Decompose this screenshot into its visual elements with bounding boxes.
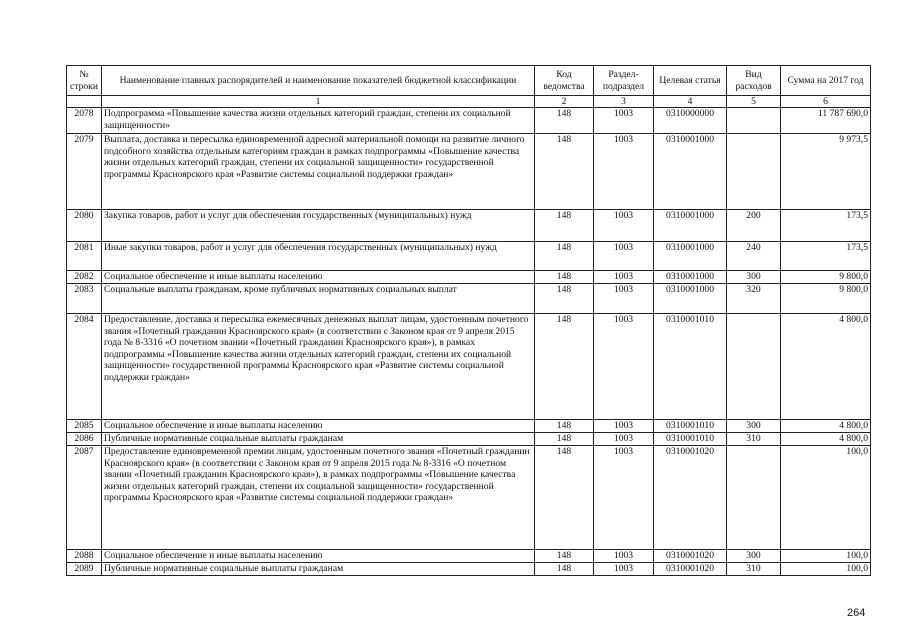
row-kind: 240 <box>727 242 781 271</box>
budget-table <box>66 65 871 576</box>
row-section: 1003 <box>594 210 654 242</box>
column-index: 5 <box>727 96 781 108</box>
row-sum: 4 800,0 <box>781 433 871 446</box>
row-section: 1003 <box>594 550 654 563</box>
row-number: 2085 <box>67 420 102 433</box>
row-sum: 11 787 690,0 <box>781 108 871 134</box>
row-code: 148 <box>535 420 594 433</box>
row-code: 148 <box>535 563 594 576</box>
row-section: 1003 <box>594 242 654 271</box>
table-row <box>67 108 871 134</box>
row-name: Предоставление единовременной премии лицам, удостоенным почетного звания «Почетный гражданин Красноярского края» (в соответствии с Законом края от 9 апреля 2015 года № 8-3316 «О почетном звании «Почетный гражданин Красноярского края»), в рамках подпрограммы «Повышение качества жизни отдельных категорий граждан, степени их социальной защищенности» государственной программы Красноярского края «Развитие системы социальной поддержки граждан» <box>102 446 535 550</box>
row-target: 0310001000 <box>654 284 727 314</box>
row-code: 148 <box>535 242 594 271</box>
row-section: 1003 <box>594 134 654 210</box>
header-row <box>67 66 871 96</box>
row-number: 2087 <box>67 446 102 550</box>
header-num: № строки <box>67 66 102 96</box>
row-name: Подпрограмма «Повышение качества жизни отдельных категорий граждан, степени их социальной защищенности» <box>102 108 535 134</box>
row-number: 2078 <box>67 108 102 134</box>
row-sum: 173,5 <box>781 242 871 271</box>
row-code: 148 <box>535 271 594 284</box>
row-section: 1003 <box>594 284 654 314</box>
row-target: 0310001020 <box>654 446 727 550</box>
table-row <box>67 284 871 314</box>
row-name: Социальное обеспечение и иные выплаты населению <box>102 271 535 284</box>
row-number: 2082 <box>67 271 102 284</box>
row-name: Публичные нормативные социальные выплаты гражданам <box>102 433 535 446</box>
row-sum: 9 973,5 <box>781 134 871 210</box>
header-section: Раздел-подраздел <box>594 66 654 96</box>
row-target: 0310000000 <box>654 108 727 134</box>
row-code: 148 <box>535 433 594 446</box>
row-sum: 100,0 <box>781 446 871 550</box>
row-number: 2088 <box>67 550 102 563</box>
row-name: Предоставление, доставка и пересылка ежемесячных денежных выплат лицам, удостоенным почетного звания «Почетный гражданин Красноярского края» (в соответствии с Законом края от 9 апреля 2015 года № 8-3316 «О почетном звании «Почетный гражданин Красноярского края»), в рамках подпрограммы «Повышение качества жизни отдельных категорий граждан, степени их социальной защищенности» государственной программы Красноярского края «Развитие системы социальной поддержки граждан» <box>102 314 535 420</box>
row-target: 0310001010 <box>654 433 727 446</box>
row-name: Публичные нормативные социальные выплаты гражданам <box>102 563 535 576</box>
row-name: Социальные выплаты гражданам, кроме публичных нормативных социальных выплат <box>102 284 535 314</box>
row-section: 1003 <box>594 446 654 550</box>
row-code: 148 <box>535 210 594 242</box>
header-target: Целевая статья <box>654 66 727 96</box>
row-sum: 9 800,0 <box>781 271 871 284</box>
row-code: 148 <box>535 134 594 210</box>
header-sum: Сумма на 2017 год <box>781 66 871 96</box>
row-name: Закупка товаров, работ и услуг для обеспечения государственных (муниципальных) нужд <box>102 210 535 242</box>
row-number: 2084 <box>67 314 102 420</box>
row-sum: 4 800,0 <box>781 314 871 420</box>
row-code: 148 <box>535 446 594 550</box>
column-index: 1 <box>102 96 535 108</box>
row-target: 0310001020 <box>654 550 727 563</box>
column-index: 4 <box>654 96 727 108</box>
header-code: Код ведомства <box>535 66 594 96</box>
column-index: 3 <box>594 96 654 108</box>
row-code: 148 <box>535 284 594 314</box>
row-name: Выплата, доставка и пересылка единовременной адресной материальной помощи на развитие личного подсобного хозяйства отдельным категориям граждан в рамках подпрограммы «Повышение качества жизни отдельных категорий граждан, степени их социальной защищенности» государственной программы Красноярского края «Развитие системы социальной поддержки граждан» <box>102 134 535 210</box>
row-kind: 300 <box>727 420 781 433</box>
row-number: 2080 <box>67 210 102 242</box>
header-kind: Вид расходов <box>727 66 781 96</box>
row-name: Иные закупки товаров, работ и услуг для обеспечения государственных (муниципальных) нужд <box>102 242 535 271</box>
row-section: 1003 <box>594 563 654 576</box>
row-section: 1003 <box>594 420 654 433</box>
row-target: 0310001020 <box>654 563 727 576</box>
row-number: 2086 <box>67 433 102 446</box>
row-target: 0310001000 <box>654 242 727 271</box>
table-row <box>67 550 871 563</box>
column-index: 6 <box>781 96 871 108</box>
header-name: Наименование главных распорядителей и наименование показателей бюджетной классификации <box>102 66 535 96</box>
column-index: 2 <box>535 96 594 108</box>
column-index-empty <box>67 96 102 108</box>
row-section: 1003 <box>594 433 654 446</box>
table-row <box>67 563 871 576</box>
table-row <box>67 433 871 446</box>
table-row <box>67 446 871 550</box>
row-sum: 173,5 <box>781 210 871 242</box>
row-kind: 310 <box>727 433 781 446</box>
row-target: 0310001010 <box>654 314 727 420</box>
row-kind: 310 <box>727 563 781 576</box>
column-index-row <box>67 96 871 108</box>
row-kind: 300 <box>727 271 781 284</box>
row-sum: 100,0 <box>781 563 871 576</box>
table-row <box>67 271 871 284</box>
row-target: 0310001000 <box>654 134 727 210</box>
table-row <box>67 314 871 420</box>
row-kind: 200 <box>727 210 781 242</box>
row-sum: 100,0 <box>781 550 871 563</box>
table-row <box>67 242 871 271</box>
row-code: 148 <box>535 550 594 563</box>
row-number: 2081 <box>67 242 102 271</box>
row-code: 148 <box>535 314 594 420</box>
row-section: 1003 <box>594 271 654 284</box>
row-kind: 320 <box>727 284 781 314</box>
row-target: 0310001010 <box>654 420 727 433</box>
row-section: 1003 <box>594 314 654 420</box>
row-kind <box>727 108 781 134</box>
row-name: Социальное обеспечение и иные выплаты населению <box>102 420 535 433</box>
row-kind <box>727 134 781 210</box>
row-kind <box>727 314 781 420</box>
page-number: 264 <box>847 607 866 619</box>
row-section: 1003 <box>594 108 654 134</box>
row-sum: 9 800,0 <box>781 284 871 314</box>
table-row <box>67 210 871 242</box>
table-row <box>67 134 871 210</box>
row-number: 2089 <box>67 563 102 576</box>
row-number: 2083 <box>67 284 102 314</box>
row-target: 0310001000 <box>654 271 727 284</box>
row-name: Социальное обеспечение и иные выплаты населению <box>102 550 535 563</box>
row-number: 2079 <box>67 134 102 210</box>
row-code: 148 <box>535 108 594 134</box>
table-row <box>67 420 871 433</box>
row-sum: 4 800,0 <box>781 420 871 433</box>
row-kind <box>727 446 781 550</box>
row-target: 0310001000 <box>654 210 727 242</box>
row-kind: 300 <box>727 550 781 563</box>
